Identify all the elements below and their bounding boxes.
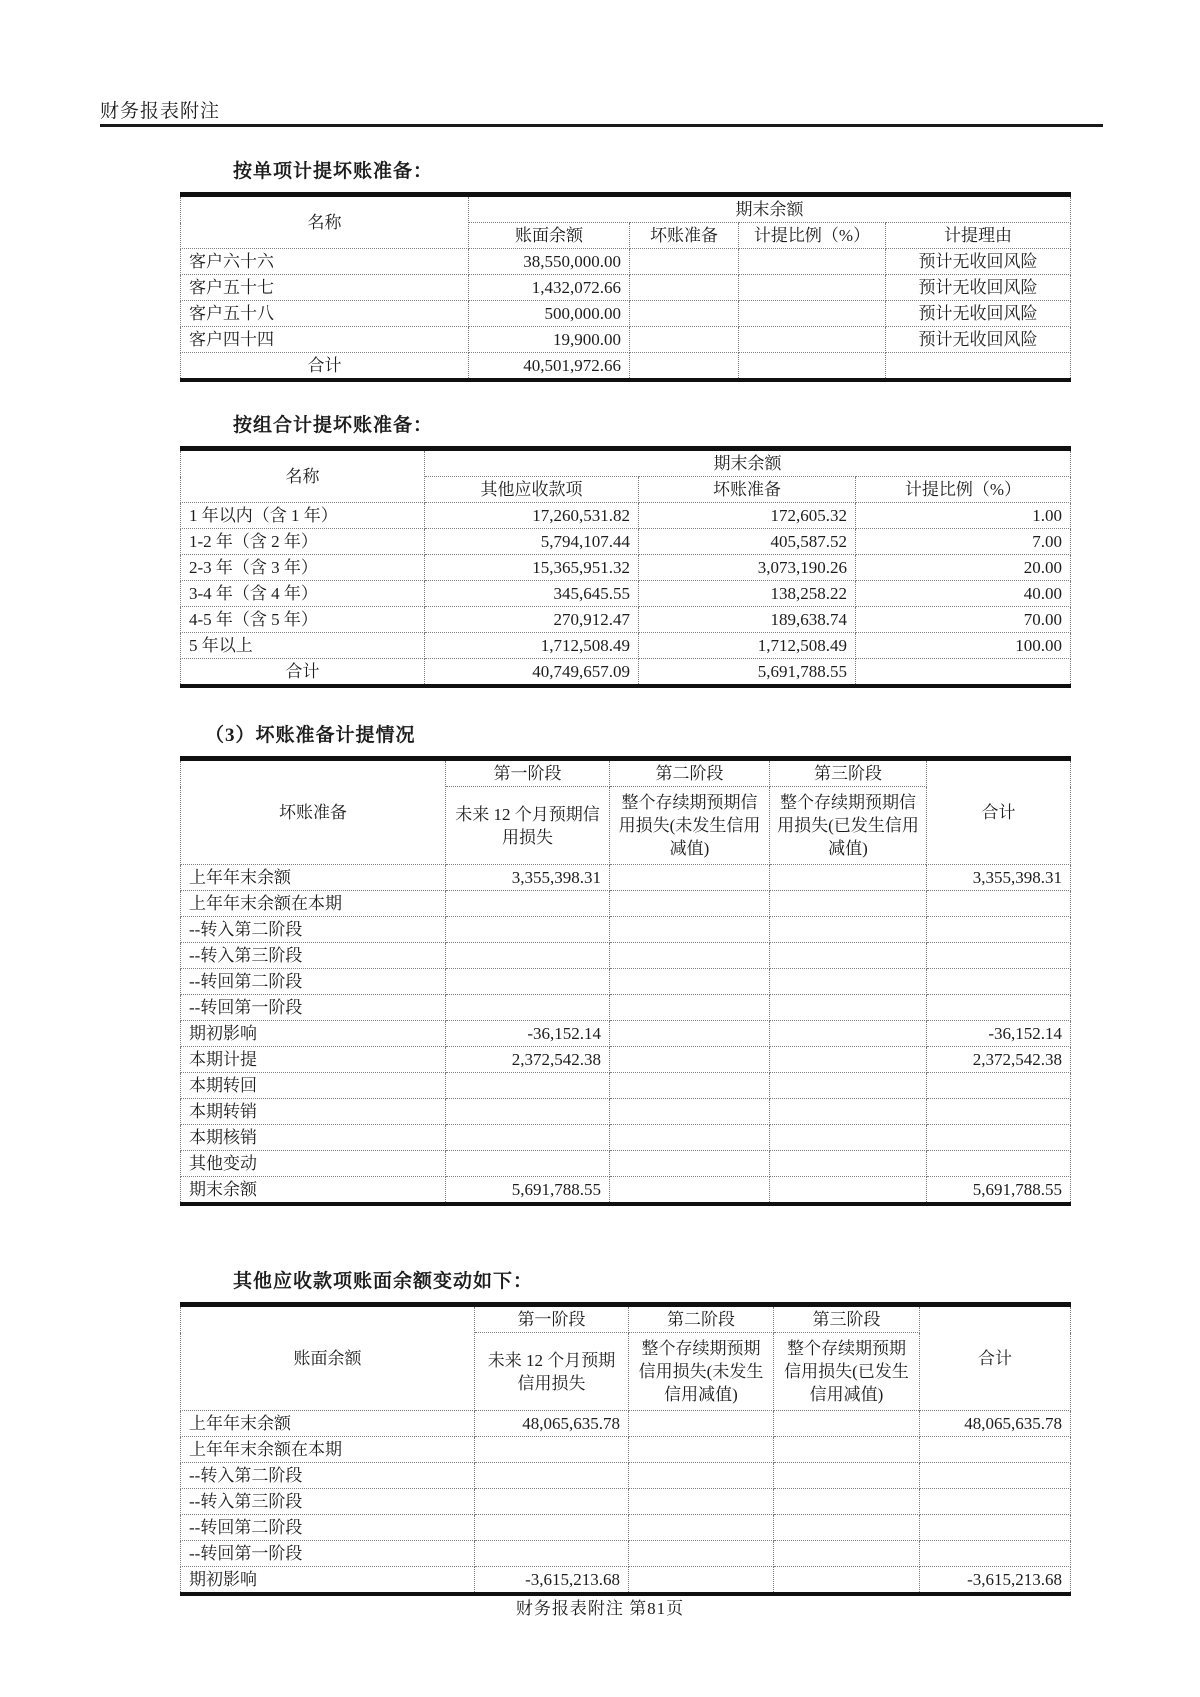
table-header-row — [181, 195, 1071, 223]
table-cell: 其他变动 — [181, 1151, 446, 1177]
table-cell — [739, 353, 886, 381]
table-cell — [770, 969, 927, 995]
table-cell: 4-5 年（含 5 年） — [181, 607, 425, 633]
table-cell — [446, 891, 610, 917]
table-cell: --转回第二阶段 — [181, 1515, 475, 1541]
table-cell: 5,691,788.55 — [446, 1177, 610, 1205]
table-cell — [446, 969, 610, 995]
table-cell: 合计 — [181, 353, 469, 381]
table-cell: -3,615,213.68 — [475, 1567, 629, 1595]
table-cell: 客户六十六 — [181, 249, 469, 275]
table-cell — [920, 1437, 1071, 1463]
balance-change-stages-table — [180, 1302, 1071, 1596]
table-cell — [610, 1047, 770, 1073]
table-row — [181, 1021, 1071, 1047]
table-cell — [610, 1021, 770, 1047]
table-cell: 15,365,951.32 — [425, 555, 639, 581]
column-header: 名称 — [181, 195, 469, 249]
table-cell — [630, 301, 739, 327]
table-cell — [774, 1463, 920, 1489]
table-cell: 预计无收回风险 — [886, 275, 1071, 301]
table-cell: 48,065,635.78 — [475, 1411, 629, 1437]
table-cell — [927, 1125, 1071, 1151]
table-cell — [610, 1177, 770, 1205]
table-row — [181, 503, 1071, 529]
table-cell — [770, 1047, 927, 1073]
page-title: 财务报表附注 — [100, 101, 221, 122]
column-group-header: 期末余额 — [425, 449, 1071, 477]
table-cell: 期初影响 — [181, 1021, 446, 1047]
table-cell: 48,065,635.78 — [920, 1411, 1071, 1437]
table-cell — [927, 1151, 1071, 1177]
table-cell — [446, 1151, 610, 1177]
table-cell: 270,912.47 — [425, 607, 639, 633]
table-cell: 5,691,788.55 — [927, 1177, 1071, 1205]
column-header: 第一阶段 — [475, 1305, 629, 1333]
table-cell — [610, 1125, 770, 1151]
column-header: 第一阶段 — [446, 759, 610, 787]
table-cell — [774, 1541, 920, 1567]
table-cell — [629, 1515, 774, 1541]
table-cell: 100.00 — [856, 633, 1071, 659]
column-header: 未来 12 个月预期信用损失 — [446, 787, 610, 865]
table-row — [181, 327, 1071, 353]
table-cell — [629, 1567, 774, 1595]
column-header: 整个存续期预期信用损失(已发生信用减值) — [770, 787, 927, 865]
table-row — [181, 969, 1071, 995]
table-cell: 40,501,972.66 — [469, 353, 630, 381]
table-cell — [774, 1411, 920, 1437]
table-cell — [770, 1099, 927, 1125]
table-cell — [630, 249, 739, 275]
table-cell — [610, 1099, 770, 1125]
provision-stages-table — [180, 756, 1071, 1206]
table-cell: 期初影响 — [181, 1567, 475, 1595]
table-cell: -36,152.14 — [927, 1021, 1071, 1047]
table-cell: 500,000.00 — [469, 301, 630, 327]
table-cell — [446, 943, 610, 969]
table-cell — [770, 917, 927, 943]
table-cell — [886, 353, 1071, 381]
table-cell — [770, 1073, 927, 1099]
table-header-row — [181, 449, 1071, 477]
table-cell — [610, 865, 770, 891]
table-row — [181, 917, 1071, 943]
table-row — [181, 995, 1071, 1021]
table-cell — [610, 969, 770, 995]
table-cell: 上年年末余额 — [181, 865, 446, 891]
table-cell: 2,372,542.38 — [927, 1047, 1071, 1073]
table-row — [181, 891, 1071, 917]
table-cell — [629, 1411, 774, 1437]
table-cell: 本期转销 — [181, 1099, 446, 1125]
individual-provision-table — [180, 192, 1071, 382]
table-cell — [446, 1073, 610, 1099]
table-cell — [770, 1021, 927, 1047]
table-cell: 客户五十八 — [181, 301, 469, 327]
column-header: 整个存续期预期信用损失(未发生信用减值) — [610, 787, 770, 865]
table-cell: 40.00 — [856, 581, 1071, 607]
table-cell — [927, 1099, 1071, 1125]
table-cell — [920, 1515, 1071, 1541]
column-header: 整个存续期预期信用损失(未发生信用减值) — [629, 1333, 774, 1411]
document-body — [180, 150, 1070, 1596]
table-cell: 本期核销 — [181, 1125, 446, 1151]
table-cell — [630, 327, 739, 353]
column-header: 计提比例（%） — [739, 223, 886, 249]
table-cell: --转入第二阶段 — [181, 1463, 475, 1489]
table-row — [181, 555, 1071, 581]
table-row — [181, 865, 1071, 891]
table-cell — [610, 891, 770, 917]
table-cell: 预计无收回风险 — [886, 249, 1071, 275]
table-cell: 1,432,072.66 — [469, 275, 630, 301]
table-cell — [856, 659, 1071, 687]
column-header: 第三阶段 — [774, 1305, 920, 1333]
table-row — [181, 1151, 1071, 1177]
table-cell — [920, 1489, 1071, 1515]
column-header: 第三阶段 — [770, 759, 927, 787]
table-cell: 1,712,508.49 — [425, 633, 639, 659]
table-cell — [446, 1125, 610, 1151]
table-row — [181, 1463, 1071, 1489]
table-cell — [774, 1489, 920, 1515]
table-cell — [475, 1515, 629, 1541]
table-cell: --转回第二阶段 — [181, 969, 446, 995]
table-cell — [770, 865, 927, 891]
table-row — [181, 581, 1071, 607]
table-cell: 70.00 — [856, 607, 1071, 633]
column-header: 计提理由 — [886, 223, 1071, 249]
table-cell — [630, 353, 739, 381]
table-cell: 345,645.55 — [425, 581, 639, 607]
table-row — [181, 1541, 1071, 1567]
section-title-balance-change: 其他应收款项账面余额变动如下： — [233, 1271, 534, 1292]
table-row — [181, 529, 1071, 555]
table-header-row — [181, 1305, 1071, 1333]
page-footer: 财务报表附注 第81页 — [515, 1599, 685, 1618]
table-cell: 5,691,788.55 — [639, 659, 856, 687]
table-cell — [920, 1463, 1071, 1489]
column-header: 坏账准备 — [639, 477, 856, 503]
table-cell — [446, 1099, 610, 1125]
table-cell: 405,587.52 — [639, 529, 856, 555]
table-cell — [774, 1437, 920, 1463]
table-cell: 17,260,531.82 — [425, 503, 639, 529]
table-cell: 1 年以内（含 1 年） — [181, 503, 425, 529]
column-header: 坏账准备 — [181, 759, 446, 865]
table-cell — [920, 1541, 1071, 1567]
table-row — [181, 1411, 1071, 1437]
table-cell: 7.00 — [856, 529, 1071, 555]
table-cell: --转入第三阶段 — [181, 1489, 475, 1515]
table-cell: 40,749,657.09 — [425, 659, 639, 687]
column-header: 合计 — [920, 1305, 1071, 1411]
table-cell: 1-2 年（含 2 年） — [181, 529, 425, 555]
table-cell: 19,900.00 — [469, 327, 630, 353]
table-cell: 预计无收回风险 — [886, 301, 1071, 327]
table-cell — [774, 1567, 920, 1595]
table-cell: 38,550,000.00 — [469, 249, 630, 275]
table-cell: --转回第一阶段 — [181, 995, 446, 1021]
table-cell: 138,258.22 — [639, 581, 856, 607]
table-cell — [770, 1125, 927, 1151]
table-cell — [770, 995, 927, 1021]
table-row — [181, 1177, 1071, 1205]
column-header: 未来 12 个月预期信用损失 — [475, 1333, 629, 1411]
column-header: 计提比例（%） — [856, 477, 1071, 503]
table-row — [181, 1489, 1071, 1515]
header-divider — [100, 124, 1103, 127]
table-cell: 5,794,107.44 — [425, 529, 639, 555]
table-cell — [927, 891, 1071, 917]
table-cell — [927, 969, 1071, 995]
table-cell: 189,638.74 — [639, 607, 856, 633]
table-cell — [770, 943, 927, 969]
table-cell — [739, 327, 886, 353]
column-header: 账面余额 — [469, 223, 630, 249]
table-row — [181, 1073, 1071, 1099]
table-cell: --转回第一阶段 — [181, 1541, 475, 1567]
table-cell: 2,372,542.38 — [446, 1047, 610, 1073]
table-total-row — [181, 353, 1071, 381]
section-title-provision: （3）坏账准备计提情况 — [205, 725, 416, 746]
column-group-header: 期末余额 — [469, 195, 1071, 223]
table-cell: 3,073,190.26 — [639, 555, 856, 581]
table-row — [181, 1047, 1071, 1073]
column-header: 坏账准备 — [630, 223, 739, 249]
table-row — [181, 249, 1071, 275]
table-cell: 3,355,398.31 — [927, 865, 1071, 891]
table-cell: --转入第二阶段 — [181, 917, 446, 943]
table-cell — [774, 1515, 920, 1541]
table-row — [181, 1515, 1071, 1541]
column-header: 第二阶段 — [610, 759, 770, 787]
table-cell — [610, 1073, 770, 1099]
table-cell — [475, 1541, 629, 1567]
table-cell — [475, 1463, 629, 1489]
table-cell — [770, 1151, 927, 1177]
table-cell — [927, 1073, 1071, 1099]
table-cell — [475, 1489, 629, 1515]
table-cell: 1.00 — [856, 503, 1071, 529]
column-header: 合计 — [927, 759, 1071, 865]
table-cell: 本期转回 — [181, 1073, 446, 1099]
table-cell — [629, 1541, 774, 1567]
table-cell: 1,712,508.49 — [639, 633, 856, 659]
table-cell: 上年年末余额在本期 — [181, 891, 446, 917]
table-row — [181, 1125, 1071, 1151]
table-cell — [739, 249, 886, 275]
table-cell — [629, 1437, 774, 1463]
table-cell — [610, 943, 770, 969]
table-cell — [446, 995, 610, 1021]
table-cell — [927, 917, 1071, 943]
column-header: 其他应收款项 — [425, 477, 639, 503]
table-row — [181, 275, 1071, 301]
table-row — [181, 1099, 1071, 1125]
table-cell: 上年年末余额 — [181, 1411, 475, 1437]
table-cell: --转入第三阶段 — [181, 943, 446, 969]
table-header-row — [181, 759, 1071, 787]
section-title-individual: 按单项计提坏账准备： — [233, 161, 434, 182]
table-cell: 期末余额 — [181, 1177, 446, 1205]
portfolio-provision-table — [180, 446, 1071, 688]
table-cell — [927, 943, 1071, 969]
table-row — [181, 301, 1071, 327]
column-header: 第二阶段 — [629, 1305, 774, 1333]
table-row — [181, 1567, 1071, 1595]
column-header: 账面余额 — [181, 1305, 475, 1411]
table-row — [181, 607, 1071, 633]
table-cell — [475, 1437, 629, 1463]
table-cell: 上年年末余额在本期 — [181, 1437, 475, 1463]
table-cell: 5 年以上 — [181, 633, 425, 659]
table-row — [181, 633, 1071, 659]
table-cell — [610, 917, 770, 943]
table-cell — [630, 275, 739, 301]
column-header: 名称 — [181, 449, 425, 503]
table-cell: 2-3 年（含 3 年） — [181, 555, 425, 581]
table-row — [181, 943, 1071, 969]
section-title-group: 按组合计提坏账准备： — [233, 415, 434, 436]
table-cell — [770, 891, 927, 917]
column-header: 整个存续期预期信用损失(已发生信用减值) — [774, 1333, 920, 1411]
table-cell: 20.00 — [856, 555, 1071, 581]
table-cell — [629, 1489, 774, 1515]
table-cell: -3,615,213.68 — [920, 1567, 1071, 1595]
table-cell: 客户四十四 — [181, 327, 469, 353]
table-total-row — [181, 659, 1071, 687]
table-cell: 172,605.32 — [639, 503, 856, 529]
table-cell — [629, 1463, 774, 1489]
table-cell: 3,355,398.31 — [446, 865, 610, 891]
table-cell: 本期计提 — [181, 1047, 446, 1073]
table-cell: 客户五十七 — [181, 275, 469, 301]
table-cell: 预计无收回风险 — [886, 327, 1071, 353]
table-cell — [610, 995, 770, 1021]
table-cell — [739, 301, 886, 327]
table-cell — [927, 995, 1071, 1021]
table-cell — [739, 275, 886, 301]
table-cell — [610, 1151, 770, 1177]
table-cell — [446, 917, 610, 943]
table-row — [181, 1437, 1071, 1463]
table-cell: -36,152.14 — [446, 1021, 610, 1047]
table-cell — [770, 1177, 927, 1205]
table-cell: 3-4 年（含 4 年） — [181, 581, 425, 607]
table-cell: 合计 — [181, 659, 425, 687]
